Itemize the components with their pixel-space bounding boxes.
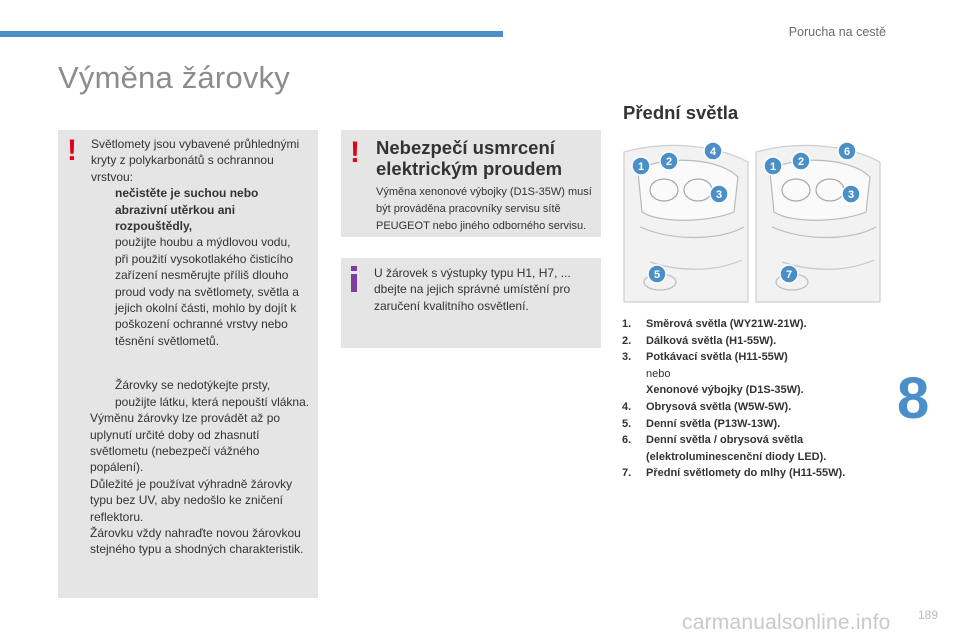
- svg-text:2: 2: [665, 156, 673, 168]
- page-title: Výměna žárovky: [58, 60, 290, 95]
- cleaning-warning-box: [58, 130, 318, 598]
- svg-text:2: 2: [797, 156, 805, 168]
- svg-text:1: 1: [637, 161, 645, 173]
- callout-right-1: [764, 157, 782, 175]
- svg-text:4: 4: [709, 146, 717, 158]
- callout-left-3: [710, 185, 728, 203]
- electric-danger-box: [341, 130, 601, 237]
- info-icon: [351, 266, 357, 292]
- bulb-info-box: [341, 258, 601, 348]
- danger-text: Výměna xenonové výbojky (D1S-35W) musí být prováděna pracovníky servisu sítě PEUGEOT nebo jiného odborného servisu.: [376, 186, 592, 232]
- watermark: carmanualsonline.info: [682, 611, 891, 634]
- legend-item: 1. Směrová světla (WY21W-21W).: [622, 318, 807, 330]
- svg-text:3: 3: [847, 189, 855, 201]
- warning-exclamation-icon: !: [350, 136, 360, 169]
- legend-item: 3. Potkávací světla (H11-55W) nebo Xenonové výbojky (D1S-35W).: [622, 351, 804, 397]
- svg-text:3: 3: [715, 189, 723, 201]
- callout-left-4: [704, 142, 722, 160]
- section-title: Přední světla: [623, 102, 739, 123]
- warning-exclamation-icon: !: [67, 134, 77, 167]
- callout-right-6: [838, 142, 856, 160]
- bulb-legend: [622, 316, 890, 482]
- legend-item: 7. Přední světlomety do mlhy (H11-55W).: [622, 467, 846, 480]
- callout-left-1: [632, 157, 650, 175]
- legend-item: 2. Dálková světla (H1-55W).: [622, 334, 777, 347]
- callout-left-5: [648, 265, 666, 283]
- legend-item: 6. Denní světla / obrysová světla (elektroluminescenční diody LED).: [622, 434, 827, 463]
- svg-text:7: 7: [785, 269, 793, 281]
- info-text: U žárovek s výstupky typu H1, H7, ... dbejte na jejich správné umístění pro zaručení kvalitního osvětlení.: [374, 266, 571, 313]
- callout-left-2: [660, 152, 678, 170]
- svg-text:6: 6: [843, 146, 851, 158]
- top-accent-bar: [0, 31, 503, 37]
- list-item: Žárovky se nedotýkejte prsty, použijte látku, která nepouští vlákna.: [115, 378, 310, 409]
- list-item: při použití vysokotlakého čisticího zařízení nesměrujte příliš dlouho proud vody na světlomety, světla a jejich okolní části, mohlo by dojít k poškození ochranné vrstvy nebo těsnění světlometů.: [115, 251, 299, 348]
- list-item: nečistěte je suchou nebo abrazivní utěrkou ani rozpouštědly,: [115, 186, 259, 234]
- page-number: 189: [917, 608, 938, 622]
- callout-right-2: [792, 152, 810, 170]
- warning-intro: Světlomety jsou vybavené průhlednými kryty z polykarbonátů s ochrannou vrstvou:: [91, 137, 300, 184]
- svg-text:5: 5: [653, 269, 661, 281]
- warning-outro: Výměnu žárovky lze provádět až po uplynutí určité doby od zhasnutí světlometu (nebezpečí vážného popálení). Důležité je používat výhradně žárovky typu bez UV, aby nedošlo ke zničení reflektoru. Žárovku vždy nahraďte novou žárovkou stejného typu a shodných charakteristik.: [90, 411, 304, 557]
- svg-text:1: 1: [769, 161, 777, 173]
- callout-right-7: [780, 265, 798, 283]
- chapter-title: Porucha na cestě: [788, 25, 886, 39]
- cleaning-warning-text: [91, 136, 313, 558]
- headlamp-diagram: [620, 132, 884, 312]
- legend-item: 5. Denní světla (P13W-13W).: [622, 417, 781, 430]
- chapter-number: 8: [897, 366, 930, 431]
- danger-title: Nebezpečí usmrcení elektrickým proudem: [376, 137, 563, 179]
- legend-item: 4. Obrysová světla (W5W-5W).: [622, 400, 792, 413]
- callout-right-3: [842, 185, 860, 203]
- list-item: použijte houbu a mýdlovou vodu,: [115, 235, 291, 250]
